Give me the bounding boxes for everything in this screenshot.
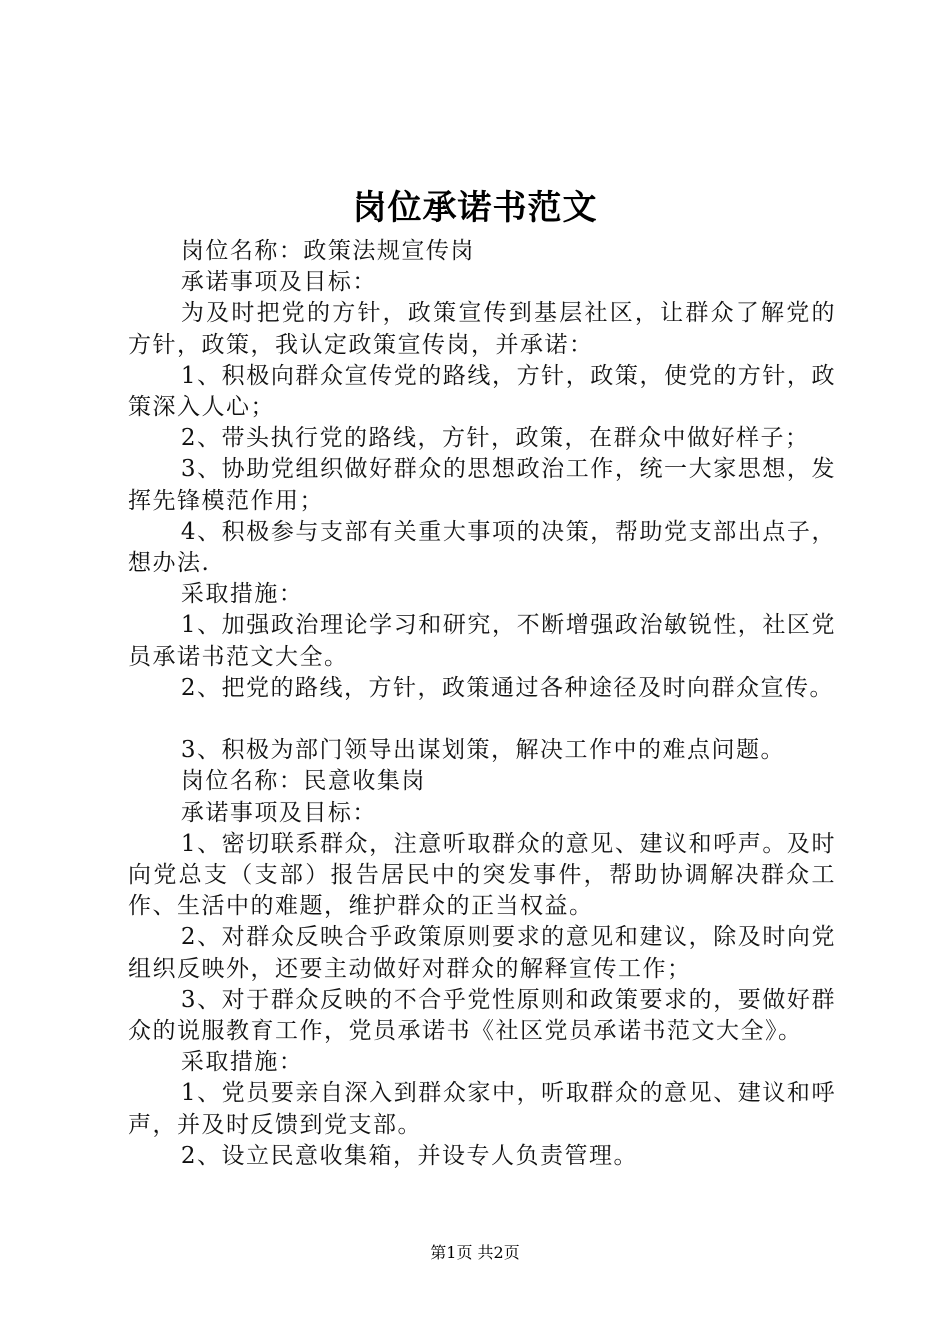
paragraph-item: 1、积极向群众宣传党的路线，方针，政策，使党的方针，政策深入人心； <box>128 362 836 421</box>
paragraph-item: 2、把党的路线，方针，政策通过各种途径及时向群众宣传。 <box>180 674 835 701</box>
paragraph-item: 1、密切联系群众，注意听取群众的意见、建议和呼声。及时向党总支（支部）报告居民中的突发事件，帮助协调解决群众工作、生活中的难题，维护群众的正当权益。 <box>128 830 836 920</box>
paragraph-item: 1、加强政治理论学习和研究，不断增强政治敏锐性，社区党员承诺书范文大全。 <box>128 612 836 670</box>
paragraph-post-name-1: 岗位名称：政策法规宣传岗 <box>180 238 475 264</box>
paragraph-commitment-heading-2: 承诺事项及目标： <box>180 799 377 826</box>
paragraph-item: 3、协助党组织做好群众的思想政治工作，统一大家思想，发挥先锋模范作用； <box>128 456 836 514</box>
document-title: 岗位承诺书范文 <box>352 188 598 228</box>
paragraph-measures-heading-1: 采取措施： <box>180 581 304 608</box>
document-body <box>128 236 836 1172</box>
paragraph-item: 2、设立民意收集箱，并设专人负责管理。 <box>180 1142 639 1169</box>
paragraph-item: 3、积极为部门领导出谋划策，解决工作中的难点问题。 <box>180 737 786 764</box>
paragraph-intro: 为及时把党的方针，政策宣传到基层社区，让群众了解党的方针，政策，我认定政策宣传岗，并承诺： <box>128 300 836 358</box>
paragraph-item: 4、积极参与支部有关重大事项的决策，帮助党支部出点子，想办法. <box>128 518 836 577</box>
paragraph-item: 3、对于群众反映的不合乎党性原则和政策要求的，要做好群众的说服教育工作，党员承诺书《社区党员承诺书范文大全》。 <box>128 986 836 1045</box>
paragraph-commitment-heading-1: 承诺事项及目标： <box>180 269 377 296</box>
paragraph-measures-heading-2: 采取措施： <box>180 1049 304 1076</box>
paragraph-item: 1、党员要亲自深入到群众家中，听取群众的意见、建议和呼声，并及时反馈到党支部。 <box>128 1080 836 1138</box>
paragraph-item: 2、带头执行党的路线，方针，政策，在群众中做好样子； <box>180 425 810 452</box>
paragraph-post-name-2: 岗位名称：民意收集岗 <box>180 768 426 795</box>
page-number-footer: 第1页 共2页 <box>430 1243 520 1262</box>
paragraph-item: 2、对群众反映合乎政策原则要求的意见和建议，除及时向党组织反映外，还要主动做好对群众的解释宣传工作； <box>128 924 836 982</box>
paragraph-spacer <box>128 704 836 735</box>
